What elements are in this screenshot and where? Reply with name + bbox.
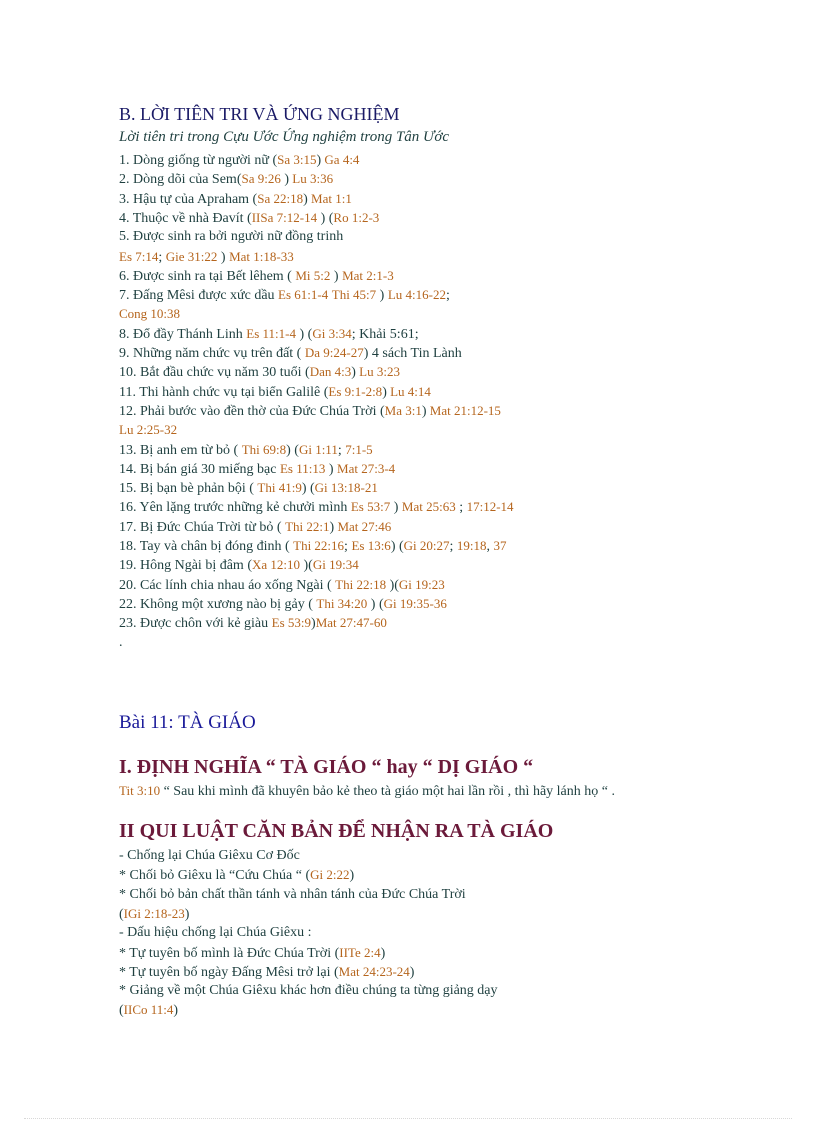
scripture-reference: Es 53:7	[350, 499, 391, 515]
scripture-reference: Thi 69:8	[241, 441, 287, 457]
scripture-reference: Mi 5:2	[295, 267, 331, 283]
line-text: 4. Thuộc về nhà Đavít (	[119, 210, 252, 226]
line-text: 2. Dòng dõi của Sem(	[119, 172, 242, 188]
line-text: 23. Được chôn với kẻ giàu	[119, 616, 272, 632]
scripture-reference: Mat 27:46	[334, 518, 392, 534]
line-text: ;	[344, 539, 352, 554]
scripture-reference: Lu 4:16-22	[387, 287, 446, 303]
prophecy-line	[119, 555, 359, 575]
scripture-reference: Sa 9:26	[241, 171, 281, 187]
line-text: ;	[337, 442, 346, 458]
scripture-reference: Es 11:13	[279, 460, 326, 476]
line-text: * Chối bỏ Giêxu là “Cứu Chúa “ (	[119, 868, 311, 884]
line-text: ) (	[390, 539, 404, 554]
line-text: 1. Dòng giống từ người nữ (	[119, 153, 278, 168]
line-text: 9. Những năm chức vụ trên đất (	[119, 346, 305, 361]
line-text: 11. Thi hành chức vụ tại biển Galilê (	[119, 384, 329, 400]
line-text: - Dấu hiệu chống lại Chúa Giêxu :	[119, 925, 312, 941]
line-text: ) (	[296, 326, 313, 342]
scripture-reference: Thi 22:16	[293, 538, 345, 553]
scripture-reference: Es 13:6	[351, 538, 391, 553]
prophecy-line	[119, 266, 394, 286]
scripture-reference: Es 53:9	[271, 615, 312, 631]
prophecy-line	[119, 517, 391, 537]
line-text: ;	[455, 500, 467, 516]
rule-line	[119, 846, 300, 865]
scripture-reference: Gi 19:34	[312, 557, 359, 573]
scripture-reference: Mat 2:1-3	[342, 267, 394, 283]
line-text: 12. Phải bước vào đền thờ của Đức Chúa Trời (	[119, 403, 385, 419]
line-text: 3. Hậu tự của Apraham (	[119, 191, 258, 207]
prophecy-line	[119, 382, 431, 402]
rule-line	[119, 981, 498, 1000]
scripture-reference: Mat 21:12-15	[426, 402, 501, 418]
line-text: 15. Bị bạn bè phản bội (	[119, 481, 258, 497]
line-text: )	[409, 964, 415, 980]
scripture-reference: Lu 2:25-32	[119, 422, 178, 438]
line-text: (	[119, 906, 124, 922]
line-text: 19. Hông Ngài bị đâm (	[119, 558, 252, 574]
line-text: )	[390, 500, 402, 516]
scripture-reference: Es 61:1-4	[278, 287, 329, 303]
rule-line	[119, 865, 354, 885]
scripture-reference: IICo 11:4	[123, 1002, 174, 1018]
scripture-reference: 37	[493, 538, 507, 553]
scripture-reference: Gi 20:27	[403, 538, 450, 553]
line-text: 6. Được sinh ra tại Bết lêhem (	[119, 268, 296, 284]
line-text: 13. Bị anh em từ bỏ (	[119, 442, 242, 458]
line-text: ) (	[367, 596, 384, 612]
scripture-reference: Ro 1:2-3	[333, 209, 380, 225]
line-text: 22. Không một xương nào bị gảy (	[119, 596, 317, 612]
prophecy-line	[119, 247, 294, 267]
scripture-reference: Es 11:1-4	[246, 325, 296, 341]
scripture-reference: Mat 27:3-4	[337, 460, 396, 476]
scripture-reference: Thi 22:1	[285, 518, 330, 534]
line-text: * Tự tuyên bố mình là Đức Chúa Trời (	[119, 945, 340, 961]
prophecy-line	[119, 497, 514, 517]
line-text: )	[303, 191, 308, 207]
line-text: 18. Tay và chân bị đóng đinh (	[119, 539, 294, 554]
line-text: )	[421, 403, 427, 419]
scripture-reference: Gi 2:22	[310, 867, 350, 883]
prophecy-line	[119, 304, 180, 324]
prophecy-line	[119, 362, 400, 382]
scripture-reference: IGi 2:18-23	[123, 905, 185, 921]
prophecy-line	[119, 343, 462, 363]
line-text: .	[119, 634, 123, 650]
scripture-reference: Es 7:14	[119, 248, 159, 264]
scripture-reference: Thi 41:9	[257, 480, 302, 496]
line-text: )(	[300, 558, 313, 574]
line-text: )	[311, 616, 316, 632]
line-text: ;	[449, 539, 457, 554]
scripture-reference: Thi 34:20	[316, 595, 368, 611]
prophecy-line	[119, 633, 123, 652]
scripture-reference: Lu 3:23	[355, 364, 400, 380]
scripture-reference: Mat 24:23-24	[338, 963, 410, 979]
section-b-subtitle: Lời tiên tri trong Cựu Ước Ứng nghiệm trong Tân Ước	[119, 129, 450, 145]
line-text: )	[382, 384, 387, 400]
scripture-reference: Gi 1:11	[298, 441, 338, 457]
rule-line	[119, 885, 466, 904]
rule-line	[119, 1000, 178, 1020]
scripture-reference: 17:12-14	[466, 499, 514, 515]
rule-line	[119, 943, 385, 963]
scripture-reference: Thi 45:7	[331, 287, 377, 303]
scripture-reference: Gi 13:18-21	[314, 480, 378, 496]
line-text: 10. Bắt đầu chức vụ năm 30 tuổi (	[119, 365, 310, 381]
prophecy-line	[119, 478, 378, 498]
scripture-reference: Sa 3:15	[277, 152, 317, 167]
line-text: ;	[158, 249, 166, 265]
line-text: )(	[386, 577, 399, 593]
scripture-reference: Tit 3:10	[119, 783, 161, 798]
line-text: )	[217, 249, 230, 265]
line-text: ) (	[301, 481, 315, 497]
line-text: ;	[445, 288, 450, 304]
rule-line	[119, 904, 189, 924]
scripture-reference: Sa 22:18	[257, 190, 304, 206]
section-b-title: B. LỜI TIÊN TRI VÀ ỨNG NGHIỆM	[119, 104, 400, 124]
line-text: )	[173, 1003, 179, 1019]
prophecy-line	[119, 575, 445, 595]
line-text: 16. Yên lặng trước những kẻ chưởi mình	[119, 500, 351, 516]
scripture-reference: Ma 3:1	[384, 402, 422, 418]
line-text: ) (	[317, 210, 334, 226]
scripture-reference: Mat 25:63	[401, 499, 456, 515]
prophecy-line	[119, 594, 447, 614]
scripture-reference: Mat 27:47-60	[315, 615, 387, 631]
rule-line	[119, 923, 311, 942]
line-text: * Giảng về một Chúa Giêxu khác hơn điều chúng ta từng giảng dạy	[119, 983, 498, 999]
line-text: 7. Đấng Mêsi được xức dầu	[119, 288, 279, 304]
scripture-reference: IITe 2:4	[339, 944, 381, 960]
scripture-reference: Gi 3:34	[312, 325, 352, 341]
page-divider	[24, 1118, 792, 1119]
prophecy-line	[119, 420, 177, 440]
rule-line	[119, 962, 414, 982]
line-text: )	[316, 153, 322, 168]
scripture-reference: Es 9:1-2:8	[328, 383, 383, 399]
scripture-reference: Gi 19:35-36	[383, 595, 447, 611]
section-2-title: II QUI LUẬT CĂN BẢN ĐỂ NHẬN RA TÀ GIÁO	[119, 820, 554, 842]
line-text: )	[280, 172, 290, 188]
line-text: 17. Bị Đức Chúa Trời từ bỏ (	[119, 519, 286, 535]
line-text: )	[325, 461, 338, 477]
prophecy-line	[119, 536, 507, 556]
scripture-reference: Thi 22:18	[335, 576, 387, 592]
prophecy-line	[119, 227, 343, 246]
prophecy-line	[119, 613, 387, 633]
prophecy-line	[119, 440, 373, 460]
prophecy-line	[119, 285, 450, 305]
scripture-reference: Cong 10:38	[119, 306, 181, 322]
scripture-reference: IISa 7:12-14	[251, 209, 318, 225]
line-text: )	[380, 945, 386, 961]
line-text: )	[351, 365, 356, 381]
line-text: 20. Các lính chia nhau áo xống Ngài (	[119, 577, 336, 593]
line-text: )	[376, 288, 388, 304]
scripture-reference: Xa 12:10	[251, 557, 301, 573]
scripture-reference: 19:18	[456, 538, 487, 553]
scripture-reference: Mat 1:18-33	[229, 248, 294, 264]
line-text: - Chống lại Chúa Giêxu Cơ Đốc	[119, 848, 300, 863]
prophecy-line	[119, 189, 352, 209]
lesson-title: Bài 11: TÀ GIÁO	[119, 712, 256, 733]
line-text: ) (	[286, 442, 299, 458]
line-text: “ Sau khi mình đã khuyên bảo kẻ theo tà giáo một hai lần rồi , thì hãy lánh họ “ .	[160, 784, 615, 799]
section-1-title: I. ĐỊNH NGHĨA “ TÀ GIÁO “ hay “ DỊ GIÁO “	[119, 756, 534, 778]
line-text: )	[329, 519, 335, 535]
line-text: ,	[486, 539, 494, 554]
scripture-reference: Ga 4:4	[321, 152, 360, 167]
line-text: ; Khải 5:61;	[351, 326, 419, 342]
line-text: (	[119, 1003, 124, 1019]
line-text: )	[184, 906, 190, 922]
scripture-reference: Gie 31:22	[165, 248, 218, 264]
scripture-reference: Dan 4:3	[309, 364, 352, 380]
prophecy-line	[119, 324, 419, 344]
scripture-reference: Da 9:24-27	[304, 345, 364, 360]
line-text: ) 4 sách Tin Lành	[363, 346, 462, 361]
line-text: )	[349, 868, 355, 884]
scripture-reference: Gi 19:23	[398, 576, 445, 592]
scripture-reference: Mat 1:1	[307, 190, 352, 206]
definition-line	[119, 781, 615, 801]
scripture-reference: Lu 4:14	[386, 383, 431, 399]
scripture-reference: 7:1-5	[345, 441, 373, 457]
prophecy-line	[119, 459, 395, 479]
line-text: 8. Đổ đầy Thánh Linh	[119, 326, 247, 342]
prophecy-line	[119, 150, 359, 170]
line-text: 14. Bị bán giá 30 miếng bạc	[119, 461, 280, 477]
prophecy-line	[119, 169, 333, 189]
prophecy-line	[119, 208, 379, 228]
line-text: 5. Được sinh ra bởi người nữ đồng trinh	[119, 229, 344, 245]
line-text: )	[330, 268, 343, 284]
line-text: * Tự tuyên bố ngày Đấng Mêsi trở lại (	[119, 964, 339, 980]
scripture-reference: Lu 3:36	[289, 171, 334, 187]
line-text: * Chối bỏ bản chất thần tánh và nhân tánh của Đức Chúa Trời	[119, 886, 466, 902]
prophecy-line	[119, 401, 501, 421]
